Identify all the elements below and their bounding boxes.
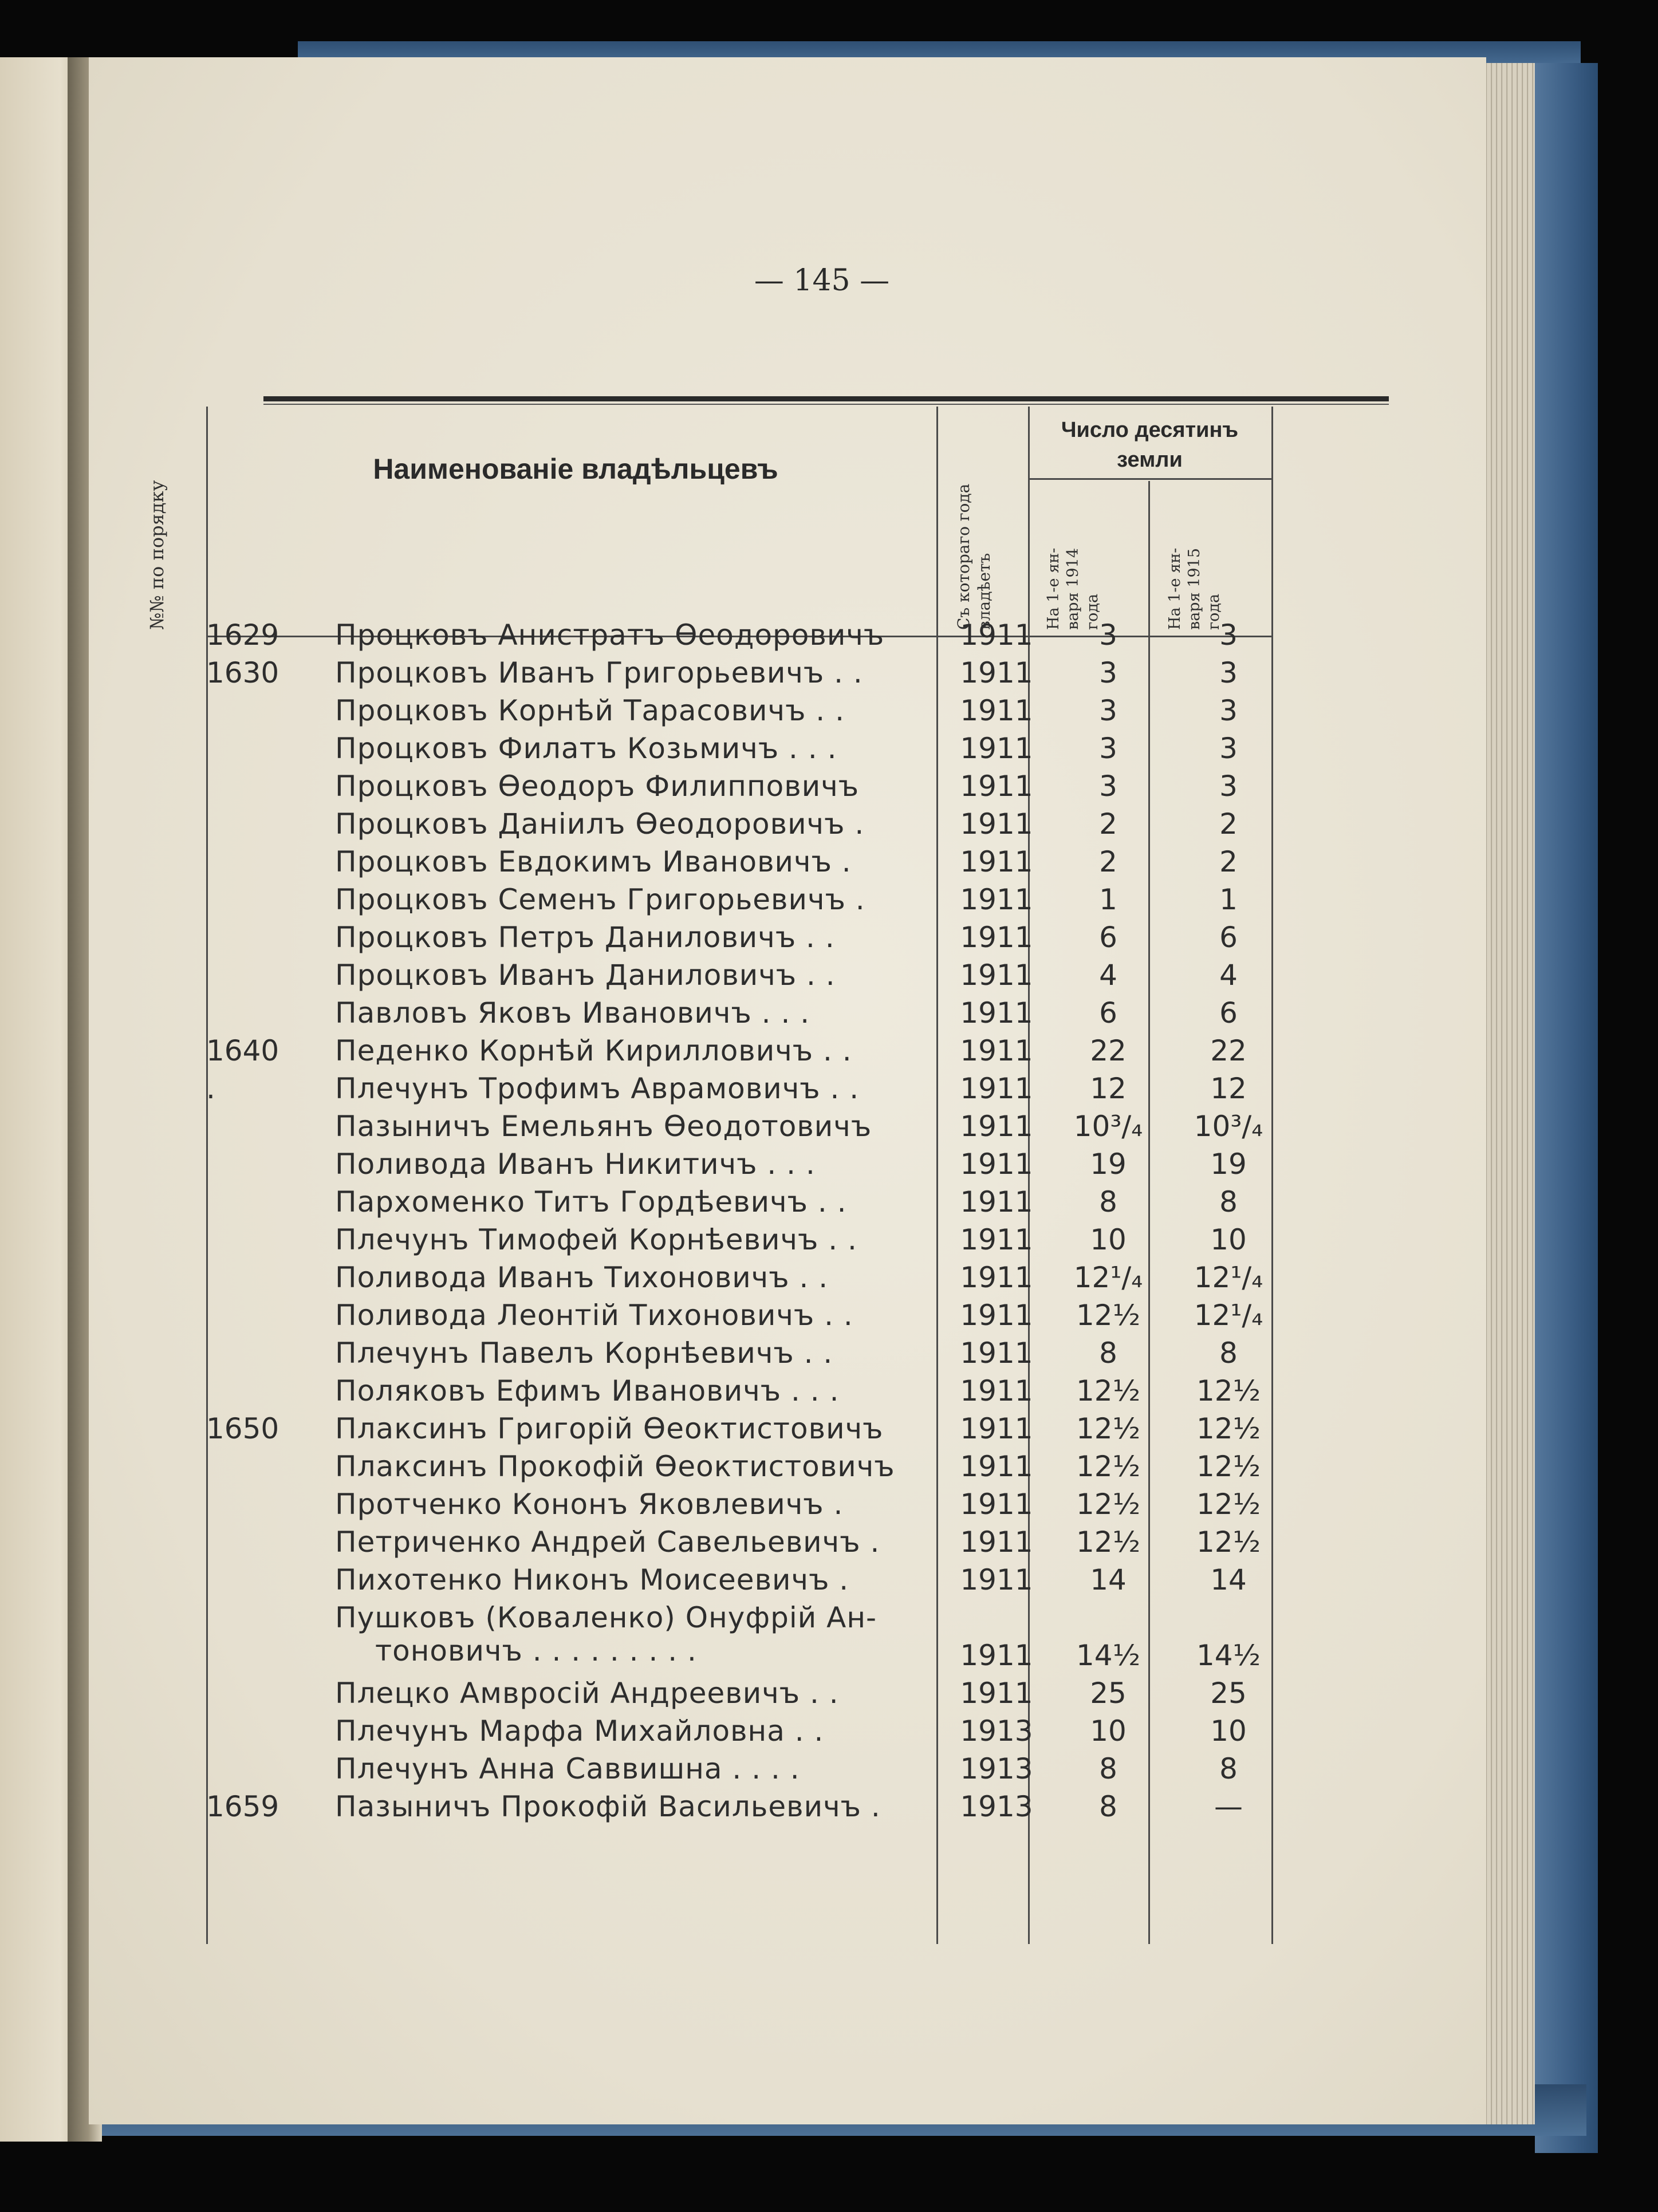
- land-1915: 4: [1219, 959, 1238, 992]
- owner-name-line: Плечунъ Трофимъ Аврамовичъ . .: [335, 1072, 860, 1105]
- table-row: [206, 1072, 1306, 1110]
- land-1915: 19: [1210, 1148, 1247, 1181]
- owner-name-line: Процковъ Евдокимъ Ивановичъ .: [335, 845, 852, 878]
- table-row: [206, 921, 1306, 959]
- land-1915: 12½: [1196, 1412, 1261, 1445]
- land-1915: 2: [1219, 807, 1238, 841]
- land-1914: 25: [1090, 1677, 1127, 1710]
- owner-name-line: Процковъ Анистратъ Ѳеодоровичъ: [335, 618, 885, 652]
- row-number: 1659: [206, 1790, 279, 1823]
- table-row: [206, 618, 1306, 656]
- owner-name-line: Пазыничъ Прокофій Васильевичъ .: [335, 1790, 881, 1823]
- owner-name-line: Петриченко Андрей Савельевичъ .: [335, 1525, 880, 1559]
- land-1915: 10: [1210, 1714, 1247, 1748]
- since-year: 1911: [960, 1488, 1033, 1521]
- land-1914: 12½: [1076, 1450, 1141, 1483]
- header-year-line: владѣетъ: [975, 553, 994, 630]
- owner-name-line: Пушковъ (Коваленко) Онуфрій Ан-: [335, 1601, 877, 1634]
- since-year: 1911: [960, 656, 1033, 689]
- land-1915: 6: [1219, 996, 1238, 1030]
- land-1914: 14: [1090, 1563, 1127, 1596]
- header-num: №№ по порядку: [146, 480, 168, 630]
- row-number: 1650: [206, 1412, 279, 1445]
- land-1915: 12½: [1196, 1488, 1261, 1521]
- land-1915: 22: [1210, 1034, 1247, 1067]
- land-1914: 12½: [1076, 1299, 1141, 1332]
- land-1914: 3: [1099, 694, 1117, 727]
- owner-name-line: Процковъ Петръ Даниловичъ . .: [335, 921, 835, 954]
- table-row: [206, 656, 1306, 694]
- since-year: 1911: [960, 770, 1033, 803]
- table-row: [206, 1714, 1306, 1752]
- owner-name-line: Павловъ Яковъ Ивановичъ . . .: [335, 996, 810, 1030]
- since-year: 1911: [960, 732, 1033, 765]
- owner-name-line: тоновичъ . . . . . . . . .: [375, 1634, 697, 1667]
- owner-name-line: Плечунъ Павелъ Корнѣевичъ . .: [335, 1336, 833, 1370]
- owner-name-line: Процковъ Иванъ Даниловичъ . .: [335, 959, 836, 992]
- owner-name-line: Поливода Леонтій Тихоновичъ . .: [335, 1299, 853, 1332]
- land-1914: 22: [1090, 1034, 1127, 1067]
- table-row: [206, 1488, 1306, 1525]
- since-year: 1911: [960, 1525, 1033, 1559]
- since-year: 1911: [960, 1185, 1033, 1219]
- owner-name-line: Процковъ Корнѣй Тарасовичъ . .: [335, 694, 845, 727]
- owner-name-line: Поливода Иванъ Тихоновичъ . .: [335, 1261, 829, 1294]
- since-year: 1911: [960, 1034, 1033, 1067]
- table-row: [206, 1563, 1306, 1601]
- since-year: 1911: [960, 1072, 1033, 1105]
- table-row: [206, 732, 1306, 770]
- land-1914: 10: [1090, 1714, 1127, 1748]
- owner-name-line: Процковъ Иванъ Григорьевичъ . .: [335, 656, 863, 689]
- owner-name-line: Пазыничъ Емельянъ Ѳеодотовичъ: [335, 1110, 872, 1143]
- table-top-rule-thin: [263, 404, 1389, 405]
- table-body: [206, 618, 1306, 1828]
- land-1915: 12½: [1196, 1525, 1261, 1559]
- land-1915: 12¹/₄: [1194, 1299, 1263, 1332]
- table-row: [206, 1185, 1306, 1223]
- row-number: .: [206, 1072, 215, 1105]
- header-1914-line: года: [1084, 593, 1101, 630]
- table-top-rule: [263, 396, 1389, 401]
- land-1914: 8: [1099, 1185, 1117, 1219]
- since-year: 1911: [960, 1412, 1033, 1445]
- land-1914: 14½: [1076, 1639, 1141, 1672]
- land-1914: 2: [1099, 807, 1117, 841]
- since-year: 1911: [960, 1336, 1033, 1370]
- header-year: [954, 484, 995, 630]
- land-1914: 10: [1090, 1223, 1127, 1256]
- owner-name-line: Плаксинъ Прокофій Ѳеоктистовичъ: [335, 1450, 895, 1483]
- owner-name-line: Плечунъ Марфа Михайловна . .: [335, 1714, 824, 1748]
- land-1915: 12: [1210, 1072, 1247, 1105]
- row-number: 1629: [206, 618, 279, 652]
- since-year: 1911: [960, 1677, 1033, 1710]
- land-1915: 14: [1210, 1563, 1247, 1596]
- owner-name-line: Педенко Корнѣй Кирилловичъ . .: [335, 1034, 852, 1067]
- table-row: [206, 770, 1306, 807]
- owner-name-line: Процковъ Филатъ Козьмичъ . . .: [335, 732, 837, 765]
- land-1915: 6: [1219, 921, 1238, 954]
- owner-name-line: Плецко Амвросій Андреевичъ . .: [335, 1677, 839, 1710]
- since-year: 1911: [960, 694, 1033, 727]
- owner-name-line: Процковъ Ѳеодоръ Филипповичъ: [335, 770, 860, 803]
- since-year: 1913: [960, 1752, 1033, 1785]
- land-1914: 12¹/₄: [1073, 1261, 1143, 1294]
- land-1915: 3: [1219, 732, 1238, 765]
- land-1914: 2: [1099, 845, 1117, 878]
- row-number: 1630: [206, 656, 279, 689]
- land-1914: 8: [1099, 1336, 1117, 1370]
- since-year: 1913: [960, 1790, 1033, 1823]
- land-1914: 6: [1099, 921, 1117, 954]
- land-1914: 8: [1099, 1790, 1117, 1823]
- land-1914: 8: [1099, 1752, 1117, 1785]
- since-year: 1911: [960, 1261, 1033, 1294]
- land-1915: 8: [1219, 1336, 1238, 1370]
- table-row: [206, 1677, 1306, 1714]
- owner-name-line: Пихотенко Никонъ Моисеевичъ .: [335, 1563, 849, 1596]
- land-1915: 12½: [1196, 1374, 1261, 1407]
- table-row: [206, 1450, 1306, 1488]
- land-1915: 12½: [1196, 1450, 1261, 1483]
- land-1914: 12½: [1076, 1412, 1141, 1445]
- table-row: [206, 1752, 1306, 1790]
- owner-name-line: Пархоменко Титъ Гордѣевичъ . .: [335, 1185, 847, 1219]
- land-1915: 2: [1219, 845, 1238, 878]
- since-year: 1911: [960, 1639, 1033, 1672]
- land-1915: 3: [1219, 656, 1238, 689]
- table-row: [206, 807, 1306, 845]
- since-year: 1911: [960, 1148, 1033, 1181]
- since-year: 1911: [960, 959, 1033, 992]
- since-year: 1911: [960, 845, 1033, 878]
- since-year: 1911: [960, 1563, 1033, 1596]
- owner-name-line: Плечунъ Анна Саввишна . . . .: [335, 1752, 800, 1785]
- book-cover-right: [1535, 63, 1598, 2153]
- header-1914-line: варя 1914: [1064, 548, 1082, 630]
- land-1914: 10³/₄: [1073, 1110, 1143, 1143]
- land-1915: 3: [1219, 618, 1238, 652]
- since-year: 1911: [960, 883, 1033, 916]
- land-1914: 12: [1090, 1072, 1127, 1105]
- since-year: 1911: [960, 618, 1033, 652]
- owner-name-line: Поляковъ Ефимъ Ивановичъ . . .: [335, 1374, 840, 1407]
- land-1914: 3: [1099, 770, 1117, 803]
- land-1914: 3: [1099, 732, 1117, 765]
- land-1915: —: [1214, 1790, 1243, 1823]
- header-1915: [1165, 548, 1224, 630]
- since-year: 1911: [960, 921, 1033, 954]
- table-row: [206, 1261, 1306, 1299]
- since-year: 1911: [960, 807, 1033, 841]
- land-1915: 25: [1210, 1677, 1247, 1710]
- table-row: [206, 1412, 1306, 1450]
- since-year: 1911: [960, 1374, 1033, 1407]
- since-year: 1911: [960, 996, 1033, 1030]
- table-row: [206, 1790, 1306, 1828]
- header-group: Число десятинъ земли: [1061, 418, 1239, 472]
- owner-name-line: Процковъ Семенъ Григорьевичъ .: [335, 883, 865, 916]
- table-row: [206, 694, 1306, 732]
- header-1915-line: года: [1205, 593, 1223, 630]
- land-1914: 1: [1099, 883, 1117, 916]
- since-year: 1911: [960, 1223, 1033, 1256]
- table-row: [206, 1223, 1306, 1261]
- land-1915: 8: [1219, 1752, 1238, 1785]
- row-number: 1640: [206, 1034, 279, 1067]
- since-year: 1911: [960, 1450, 1033, 1483]
- table-row: [206, 1148, 1306, 1185]
- table-row: [206, 1336, 1306, 1374]
- land-1915: 1: [1219, 883, 1238, 916]
- land-1914: 12½: [1076, 1488, 1141, 1521]
- page-number: — 145 —: [754, 263, 890, 298]
- land-1914: 4: [1099, 959, 1117, 992]
- table-row: [206, 883, 1306, 921]
- land-1915: 14½: [1196, 1639, 1261, 1672]
- land-1915: 10: [1210, 1223, 1247, 1256]
- table-row: [206, 1374, 1306, 1412]
- land-1914: 19: [1090, 1148, 1127, 1181]
- header-year-line: Съ котораго года: [954, 483, 973, 630]
- land-1915: 10³/₄: [1194, 1110, 1263, 1143]
- since-year: 1911: [960, 1110, 1033, 1143]
- table-row: [206, 1299, 1306, 1336]
- header-1914: [1044, 548, 1102, 630]
- table-row: [206, 1034, 1306, 1072]
- since-year: 1911: [960, 1299, 1033, 1332]
- table-row: [206, 959, 1306, 996]
- land-1914: 3: [1099, 618, 1117, 652]
- header-1914-line: На 1-е ян-: [1045, 547, 1062, 630]
- land-1914: 12½: [1076, 1374, 1141, 1407]
- since-year: 1913: [960, 1714, 1033, 1748]
- header-1915-line: На 1-е ян-: [1166, 547, 1184, 630]
- owner-name-line: Протченко Кононъ Яковлевичъ .: [335, 1488, 844, 1521]
- header-1915-line: варя 1915: [1186, 548, 1203, 630]
- owner-name-line: Плечунъ Тимофей Корнѣевичъ . .: [335, 1223, 857, 1256]
- table-row: [206, 1601, 1306, 1677]
- owner-name-line: Поливода Иванъ Никитичъ . . .: [335, 1148, 816, 1181]
- header-name: Наименованіе владѣльцевъ: [373, 453, 778, 485]
- group-divider: [1028, 478, 1271, 480]
- land-1914: 6: [1099, 996, 1117, 1030]
- land-1915: 3: [1219, 694, 1238, 727]
- table-row: [206, 1525, 1306, 1563]
- owner-name-line: Плаксинъ Григорій Ѳеоктистовичъ: [335, 1412, 884, 1445]
- owner-name-line: Процковъ Даніилъ Ѳеодоровичъ .: [335, 807, 865, 841]
- table-row: [206, 996, 1306, 1034]
- land-1914: 12½: [1076, 1525, 1141, 1559]
- land-1915: 12¹/₄: [1194, 1261, 1263, 1294]
- land-1914: 3: [1099, 656, 1117, 689]
- table-row: [206, 845, 1306, 883]
- land-1915: 8: [1219, 1185, 1238, 1219]
- table-row: [206, 1110, 1306, 1148]
- land-1915: 3: [1219, 770, 1238, 803]
